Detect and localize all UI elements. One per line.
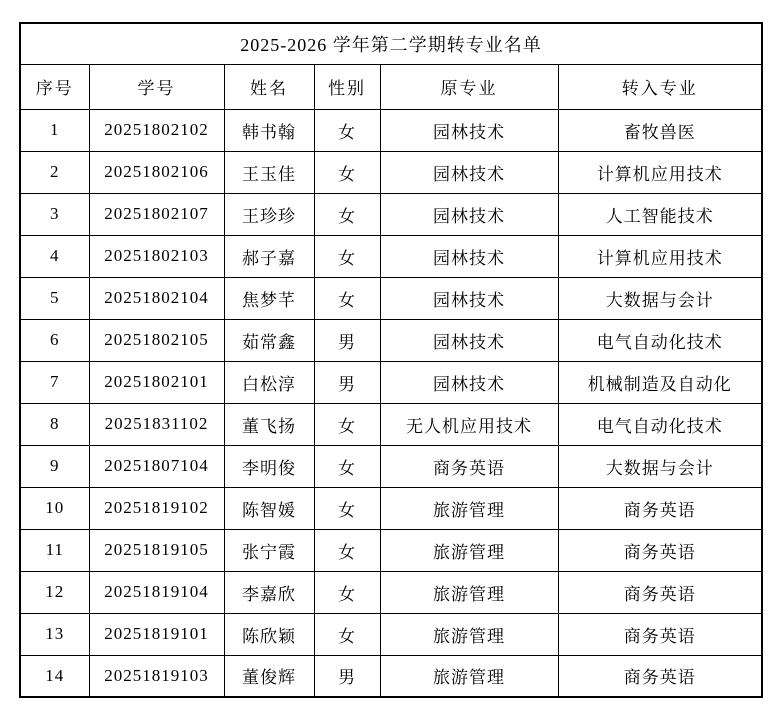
cell-name: 韩书翰 — [224, 109, 314, 151]
table-row — [20, 193, 762, 235]
cell-no: 7 — [20, 361, 89, 403]
cell-from_major: 园林技术 — [380, 151, 558, 193]
cell-student_id: 20251802107 — [89, 193, 224, 235]
table-row — [20, 151, 762, 193]
cell-name: 李嘉欣 — [224, 571, 314, 613]
cell-name: 郝子嘉 — [224, 235, 314, 277]
table-row — [20, 235, 762, 277]
transfer-roster-table — [19, 22, 763, 698]
cell-gender: 男 — [314, 319, 380, 361]
cell-from_major: 园林技术 — [380, 361, 558, 403]
cell-gender: 男 — [314, 361, 380, 403]
cell-to_major: 大数据与会计 — [558, 445, 762, 487]
cell-student_id: 20251819103 — [89, 655, 224, 697]
cell-from_major: 旅游管理 — [380, 655, 558, 697]
cell-no: 2 — [20, 151, 89, 193]
cell-name: 张宁霞 — [224, 529, 314, 571]
cell-no: 14 — [20, 655, 89, 697]
cell-student_id: 20251819102 — [89, 487, 224, 529]
cell-name: 焦梦芊 — [224, 277, 314, 319]
cell-name: 王珍珍 — [224, 193, 314, 235]
cell-from_major: 园林技术 — [380, 319, 558, 361]
table-row — [20, 445, 762, 487]
cell-gender: 女 — [314, 277, 380, 319]
cell-to_major: 商务英语 — [558, 487, 762, 529]
cell-name: 李明俊 — [224, 445, 314, 487]
cell-name: 白松淳 — [224, 361, 314, 403]
table-row — [20, 277, 762, 319]
cell-from_major: 商务英语 — [380, 445, 558, 487]
cell-from_major: 旅游管理 — [380, 487, 558, 529]
cell-student_id: 20251831102 — [89, 403, 224, 445]
cell-name: 陈欣颖 — [224, 613, 314, 655]
table-row — [20, 109, 762, 151]
column-header-gender: 性别 — [314, 64, 380, 109]
cell-student_id: 20251819104 — [89, 571, 224, 613]
cell-from_major: 园林技术 — [380, 109, 558, 151]
cell-student_id: 20251802105 — [89, 319, 224, 361]
cell-no: 6 — [20, 319, 89, 361]
cell-name: 王玉佳 — [224, 151, 314, 193]
cell-gender: 男 — [314, 655, 380, 697]
cell-student_id: 20251819105 — [89, 529, 224, 571]
table-row — [20, 361, 762, 403]
cell-no: 3 — [20, 193, 89, 235]
table-row — [20, 319, 762, 361]
cell-gender: 女 — [314, 487, 380, 529]
cell-to_major: 人工智能技术 — [558, 193, 762, 235]
column-header-no: 序号 — [20, 64, 89, 109]
table-body — [20, 109, 762, 697]
cell-to_major: 计算机应用技术 — [558, 235, 762, 277]
cell-gender: 女 — [314, 109, 380, 151]
cell-from_major: 旅游管理 — [380, 613, 558, 655]
cell-no: 12 — [20, 571, 89, 613]
table-row — [20, 487, 762, 529]
cell-gender: 女 — [314, 151, 380, 193]
cell-gender: 女 — [314, 529, 380, 571]
cell-from_major: 无人机应用技术 — [380, 403, 558, 445]
cell-to_major: 电气自动化技术 — [558, 403, 762, 445]
cell-to_major: 电气自动化技术 — [558, 319, 762, 361]
table-row — [20, 571, 762, 613]
cell-gender: 女 — [314, 235, 380, 277]
cell-student_id: 20251802102 — [89, 109, 224, 151]
cell-to_major: 畜牧兽医 — [558, 109, 762, 151]
cell-no: 9 — [20, 445, 89, 487]
table-row — [20, 403, 762, 445]
cell-from_major: 旅游管理 — [380, 571, 558, 613]
cell-name: 茹常鑫 — [224, 319, 314, 361]
table-row — [20, 655, 762, 697]
column-header-from-major: 原专业 — [380, 64, 558, 109]
cell-no: 10 — [20, 487, 89, 529]
table-title: 2025-2026 学年第二学期转专业名单 — [20, 23, 762, 64]
cell-student_id: 20251819101 — [89, 613, 224, 655]
column-header-to-major: 转入专业 — [558, 64, 762, 109]
cell-no: 13 — [20, 613, 89, 655]
cell-gender: 女 — [314, 193, 380, 235]
cell-gender: 女 — [314, 613, 380, 655]
table-row — [20, 529, 762, 571]
cell-student_id: 20251807104 — [89, 445, 224, 487]
cell-student_id: 20251802103 — [89, 235, 224, 277]
cell-from_major: 旅游管理 — [380, 529, 558, 571]
cell-student_id: 20251802106 — [89, 151, 224, 193]
cell-from_major: 园林技术 — [380, 235, 558, 277]
cell-from_major: 园林技术 — [380, 277, 558, 319]
cell-name: 陈智媛 — [224, 487, 314, 529]
table-row — [20, 613, 762, 655]
column-header-student-id: 学号 — [89, 64, 224, 109]
cell-to_major: 商务英语 — [558, 655, 762, 697]
table-title-row — [20, 23, 762, 64]
table-header-row — [20, 64, 762, 109]
cell-to_major: 商务英语 — [558, 529, 762, 571]
cell-to_major: 商务英语 — [558, 613, 762, 655]
cell-to_major: 机械制造及自动化 — [558, 361, 762, 403]
cell-no: 1 — [20, 109, 89, 151]
cell-no: 5 — [20, 277, 89, 319]
cell-no: 4 — [20, 235, 89, 277]
cell-name: 董俊辉 — [224, 655, 314, 697]
cell-no: 8 — [20, 403, 89, 445]
cell-student_id: 20251802101 — [89, 361, 224, 403]
cell-student_id: 20251802104 — [89, 277, 224, 319]
cell-gender: 女 — [314, 571, 380, 613]
cell-gender: 女 — [314, 403, 380, 445]
cell-to_major: 商务英语 — [558, 571, 762, 613]
cell-gender: 女 — [314, 445, 380, 487]
cell-name: 董飞扬 — [224, 403, 314, 445]
cell-from_major: 园林技术 — [380, 193, 558, 235]
cell-to_major: 计算机应用技术 — [558, 151, 762, 193]
cell-to_major: 大数据与会计 — [558, 277, 762, 319]
column-header-name: 姓名 — [224, 64, 314, 109]
cell-no: 11 — [20, 529, 89, 571]
